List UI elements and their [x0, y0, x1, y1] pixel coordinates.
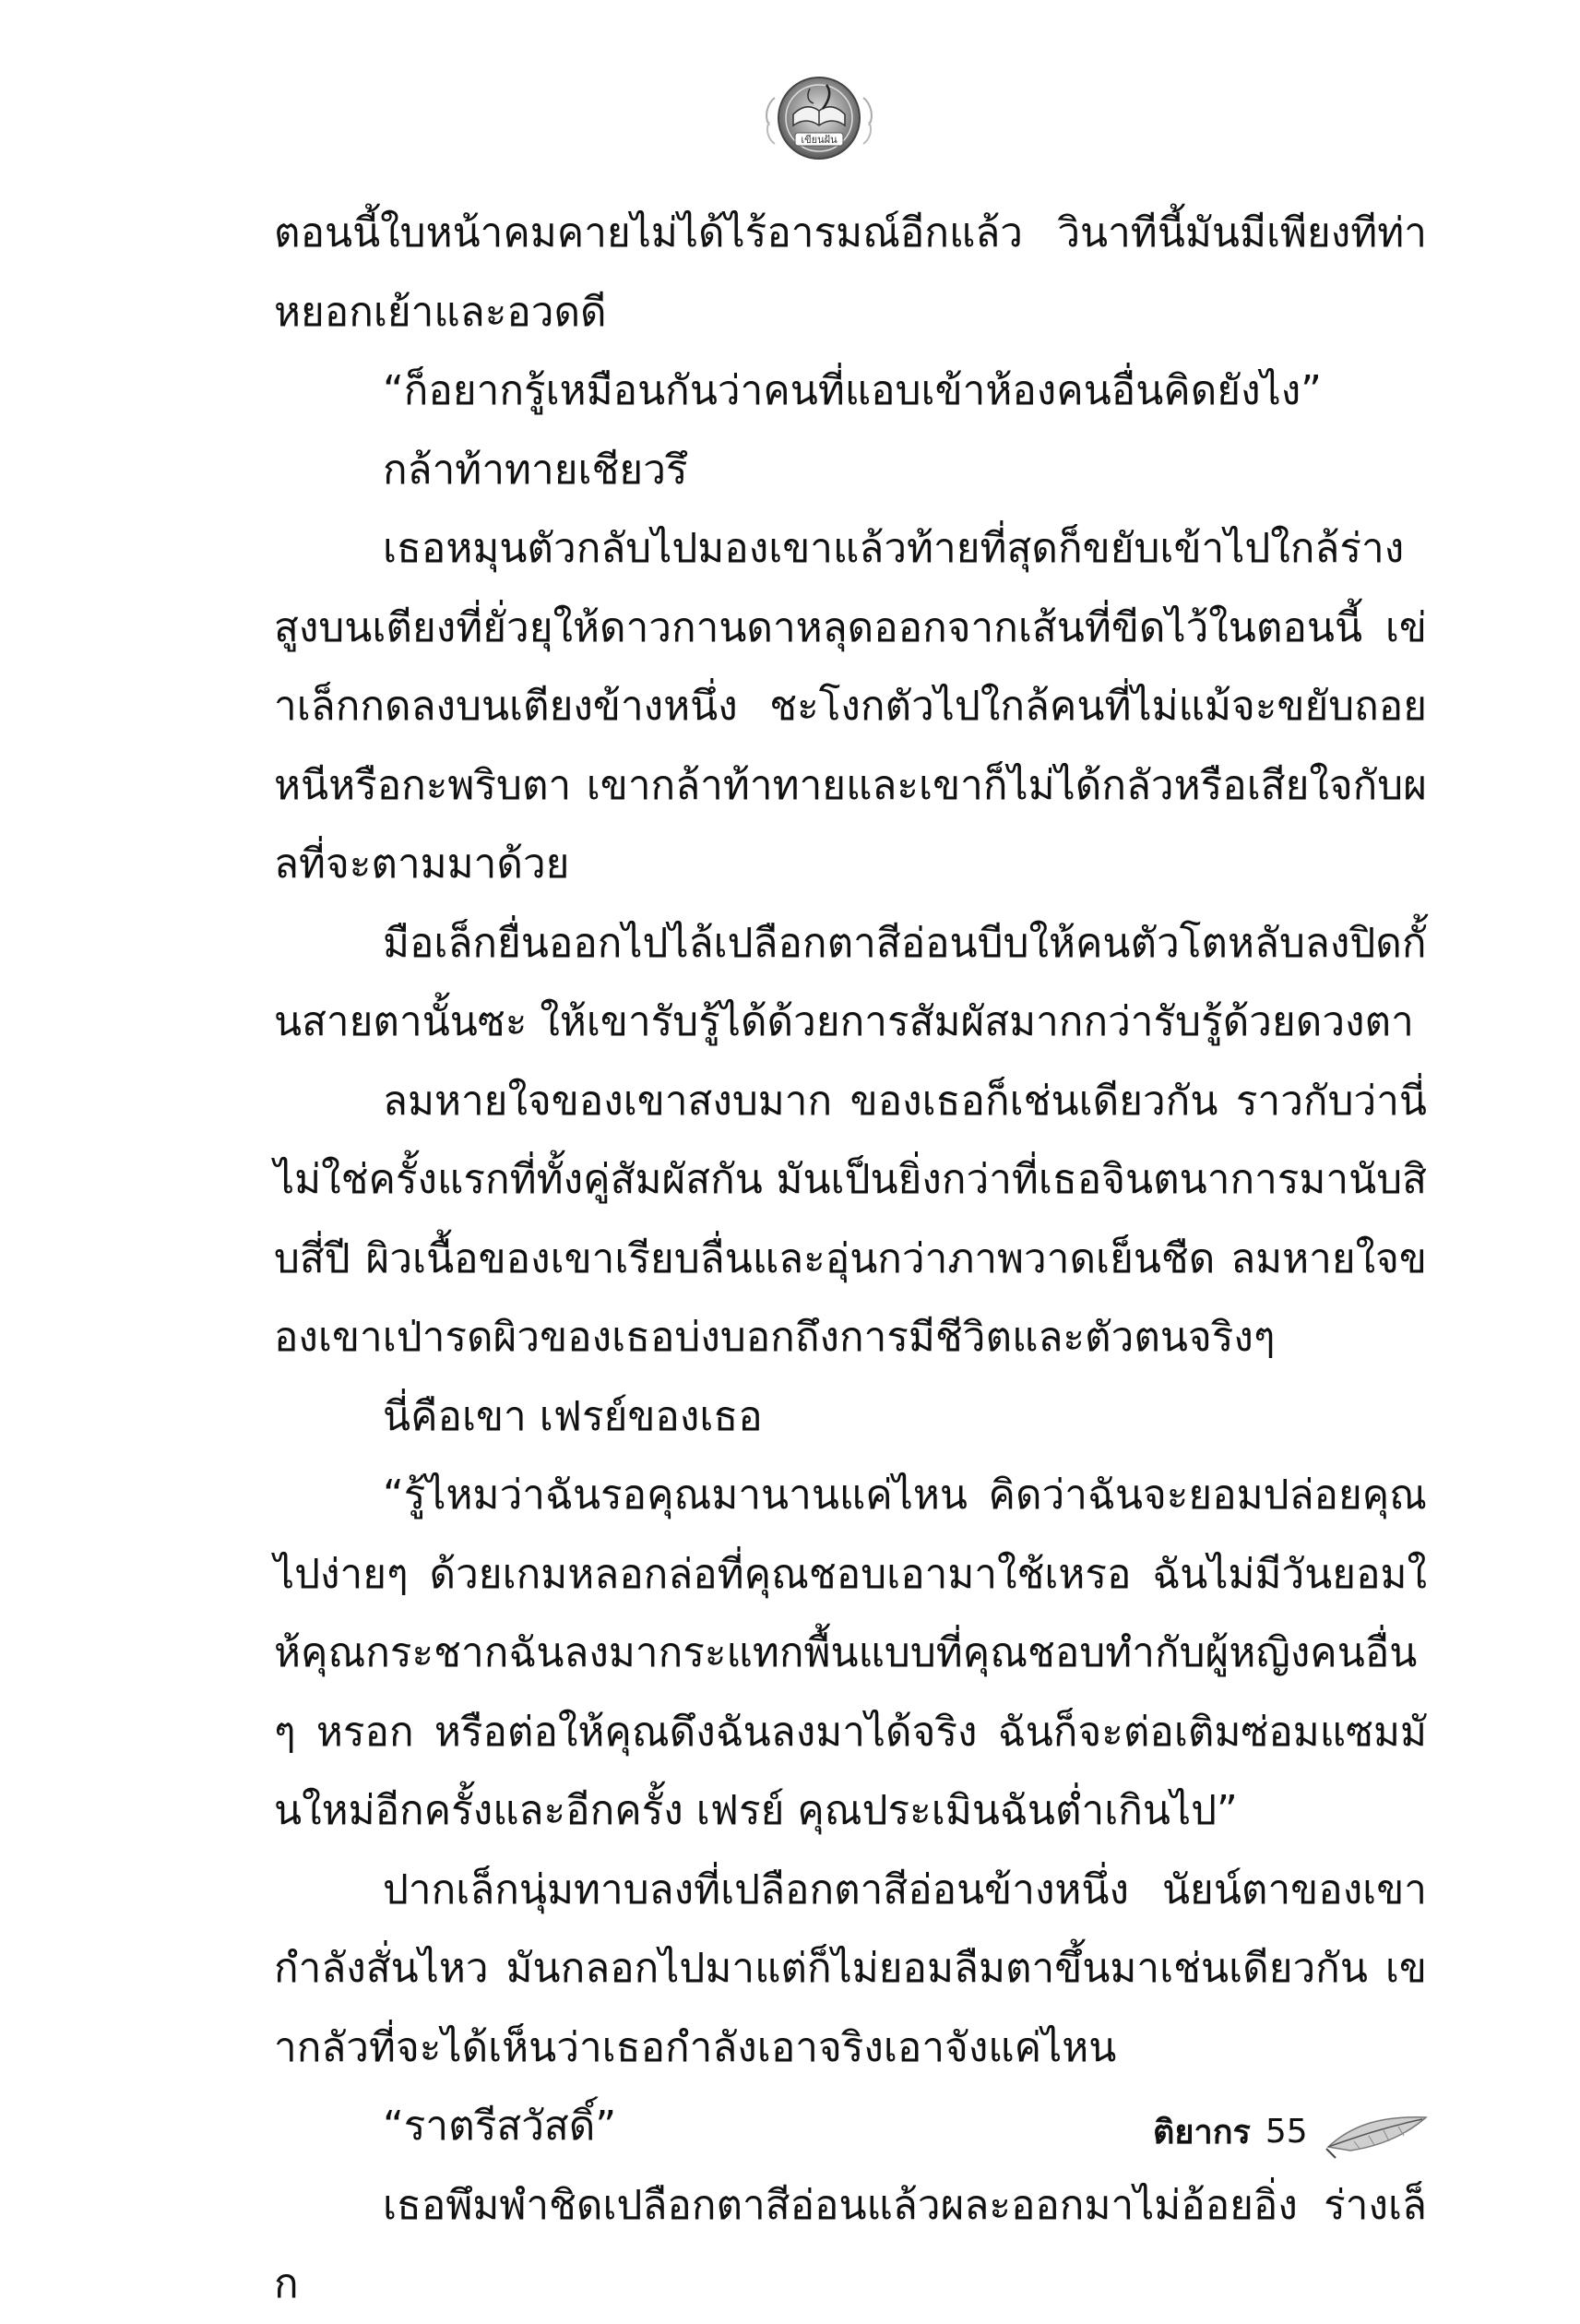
paragraph-10: “ราตรีสวัสดิ์”	[383, 2103, 617, 2150]
paragraph-3: กล้าท้าทายเชียวรึ	[383, 446, 688, 494]
paragraph-6: ลมหายใจของเขาสงบมาก ของเธอก็เช่นเดียวกัน ราวกับว่านี่ไม่ใช่ครั้งแรกที่ทั้งคู่สัมผัสกัน มันเป็นยิ่งกว่าที่เธอจินตนาการมานับสิบสี่ปี ผิวเนื้อของเขาเรียบลื่นและอุ่นกว่าภาพวาดเย็นชืด ลมหายใจของเขาเป่ารดผิวของเธอบ่งบอกถึงการมีชีวิตและตัวตนจริงๆ	[274, 1077, 1427, 1361]
paragraph-2: “ก็อยากรู้เหมือนกันว่าคนที่แอบเข้าห้องคนอื่นคิดยังไง”	[383, 367, 1322, 414]
paragraph-8: “รู้ไหมว่าฉันรอคุณมานานแค่ไหน คิดว่าฉันจะยอมปล่อยคุณไปง่ายๆ ด้วยเกมหลอกล่อที่คุณชอบเอามาใช้เหรอ ฉันไม่มีวันยอมให้คุณกระชากฉันลงมากระแทกพื้นแบบที่คุณชอบทำกับผู้หญิงคนอื่นๆ หรอก หรือต่อให้คุณดึงฉันลงมาได้จริง ฉันก็จะต่อเติมซ่อมแซมมันใหม่อีกครั้งและอีกครั้ง เฟรย์ คุณประเมินฉันต่ำเกินไป”	[274, 1472, 1427, 1834]
quill-book-emblem-icon	[762, 61, 876, 175]
paragraph-5: มือเล็กยื่นออกไปไล้เปลือกตาสีอ่อนบีบให้คนตัวโตหลับลงปิดกั้นสายตานั้นซะ ให้เขารับรู้ได้ด้วยการสัมผัสมากกว่ารับรู้ด้วยดวงตา	[274, 919, 1427, 1045]
page-footer	[1153, 2094, 1433, 2168]
text-body	[274, 194, 1427, 2324]
logo-text: เขียนฝัน	[801, 134, 838, 146]
paragraph-1: ตอนนี้ใบหน้าคมคายไม่ได้ไร้อารมณ์อีกแล้ว วินาทีนี้มันมีเพียงทีท่าหยอกเย้าและอวดดี	[274, 209, 1427, 336]
footer-author: ติยากร	[1153, 2113, 1251, 2151]
paragraph-4: เธอหมุนตัวกลับไปมองเขาแล้วท้ายที่สุดก็ขยับเข้าไปใกล้ร่างสูงบนเตียงที่ยั่วยุให้ดาวกานดาหลุดออกจากเส้นที่ขีดไว้ในตอนนี้ เข่าเล็กกดลงบนเตียงข้างหนึ่ง ชะโงกตัวไปใกล้คนที่ไม่แม้จะขยับถอยหนีหรือกะพริบตา เขากล้าท้าทายและเขาก็ไม่ได้กลัวหรือเสียใจกับผลที่จะตามมาด้วย	[274, 525, 1427, 888]
feather-quill-icon	[1323, 2099, 1433, 2163]
paragraph-7: นี่คือเขา เฟรย์ของเธอ	[383, 1392, 763, 1440]
page-number: 55	[1265, 2112, 1308, 2151]
paragraph-9: ปากเล็กนุ่มทาบลงที่เปลือกตาสีอ่อนข้างหนึ่ง นัยน์ตาของเขากำลังสั่นไหว มันกลอกไปมาแต่ก็ไม่ยอมลืมตาขึ้นมาเช่นเดียวกัน เขากลัวที่จะได้เห็นว่าเธอกำลังเอาจริงเอาจังแค่ไหน	[274, 1865, 1427, 2071]
paragraph-11: เธอพึมพำชิดเปลือกตาสีอ่อนแล้วผละออกมาไม่อ้อยอิ่ง ร่างเล็ก	[274, 2181, 1427, 2307]
